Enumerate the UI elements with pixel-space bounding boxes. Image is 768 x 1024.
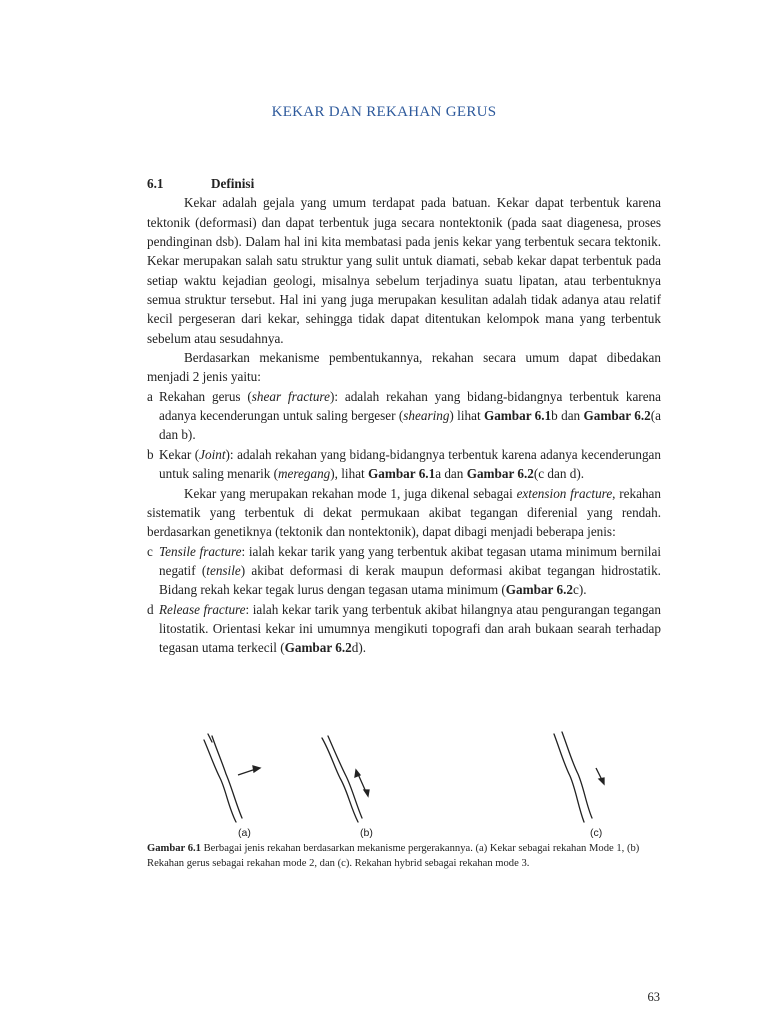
list-item-b: b Kekar (Joint): adalah rekahan yang bidang-bidangnya terbentuk karena adanya kecenderungan untuk saling menarik (meregang), lihat Gambar 6.1a dan Gambar 6.2(c dan d).: [147, 446, 661, 482]
figure-label-a: (a): [238, 827, 251, 839]
arrow-c-head: [599, 778, 604, 784]
fracture-c-right: [562, 732, 592, 818]
chapter-title: KEKAR DAN REKAHAN GERUS: [271, 104, 497, 120]
paragraph-3: Kekar yang merupakan rekahan mode 1, juga dikenal sebagai extension fracture, rekahan sistematik yang terbentuk di dekat permukaan akibat tegangan diferenial yang rendah. berdasarkan genetiknya (tektonik dan nontektonik), dapat dibagi menjadi beberapa jenis:: [147, 485, 661, 540]
list-item-c: c Tensile fracture: ialah kekar tarik yang yang terbentuk akibat tegasan utama minimum bernilai negatif (tensile) akibat deformasi di kerak maupun deformasi akibat tegangan hidrostatik. Bidang rekah kekar tegak lurus dengan tegasan utama minimum (Gambar 6.2c).: [147, 543, 661, 598]
figure-caption: [147, 842, 663, 871]
fracture-figure: [198, 726, 626, 841]
page-number: 63: [647, 990, 660, 1004]
arrow-b-line: [358, 774, 366, 792]
arrow-b-head-up: [355, 770, 360, 777]
fracture-a-left: [204, 740, 236, 822]
list-item-d: d Release fracture: ialah kekar tarik yang terbentuk akibat hilangnya atau pengurangan tegangan litostatik. Orientasi kekar ini umumnya mengikuti topografi dan arah bukaan searah terhadap tegasan utama terkecil (Gambar 6.2d).: [147, 601, 661, 656]
figure-label-b: (b): [360, 827, 373, 839]
body-text: [147, 174, 661, 658]
section-number: 6.1: [147, 176, 164, 191]
figure-label-c: (c): [590, 827, 603, 839]
arrow-a-head: [253, 766, 260, 772]
list-item-a: a Rekahan gerus (shear fracture): adalah rekahan yang bidang-bidangnya terbentuk karena adanya kecenderungan untuk saling bergeser (shearing) lihat Gambar 6.1b dan Gambar 6.2(a dan b).: [147, 388, 661, 443]
section-heading: [147, 174, 661, 193]
paragraph-2: Berdasarkan mekanisme pembentukannya, rekahan secara umum dapat dibedakan menjadi 2 jenis yaitu:: [147, 350, 661, 385]
arrow-b-head-down: [364, 790, 369, 796]
paragraph-1: Kekar adalah gejala yang umum terdapat pada batuan. Kekar dapat terbentuk karena tektonik (deformasi) dan dapat terbentuk juga secara nontektonik (pada saat diagenesa, proses pendinginan dsb). Dalam hal ini kita membatasi pada jenis kekar yang terbentuk secara tektonik. Kekar merupakan salah satu struktur yang sulit untuk diamati, sebab kekar dapat terbentuk pada setiap waktu kejadian geologi, misalnya sebelum terjadinya suatu lipatan, atau terbentuknya semua struktur tersebut. Hal ini yang juga merupakan kesulitan adalah tidak adanya atau relatif kecil pergeseran dari kekar, sehingga tidak dapat ditentukan kelompok mana yang terbentuk sebelum atau sesudahnya.: [147, 195, 661, 346]
fracture-b-right: [328, 736, 362, 818]
caption-text: Berbagai jenis rekahan berdasarkan mekanisme pergerakannya. (a) Kekar sebagai rekahan Mode 1, (b) Rekahan gerus sebagai rekahan mode 2, dan (c). Rekahan hybrid sebagai rekahan mode 3.: [147, 843, 640, 869]
caption-label: Gambar 6.1: [147, 843, 201, 854]
fracture-b-left: [322, 738, 358, 822]
fracture-a-right: [212, 736, 242, 818]
section-title: Definisi: [211, 176, 255, 191]
fracture-a-tick: [208, 734, 212, 742]
